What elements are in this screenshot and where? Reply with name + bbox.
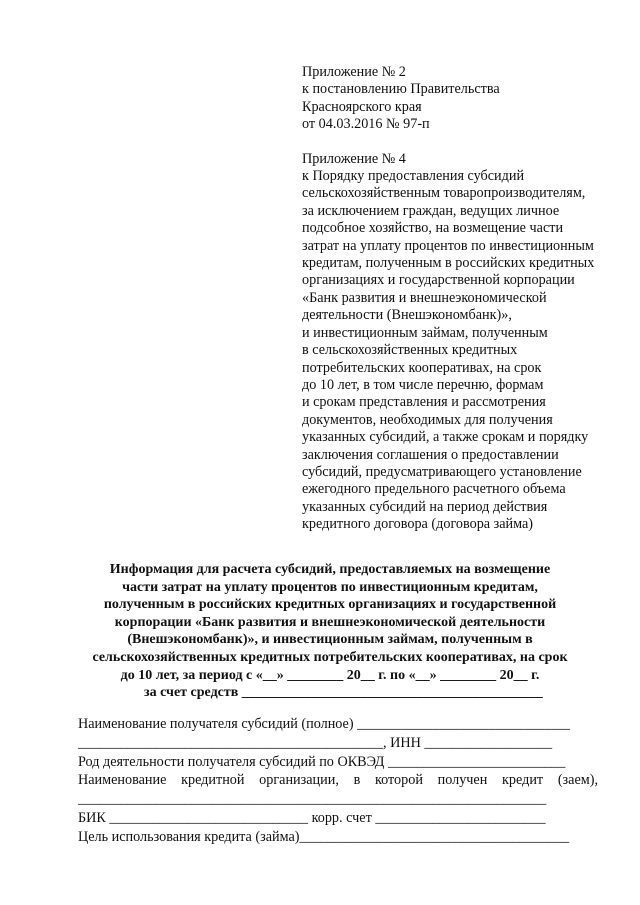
spacer: [302, 134, 632, 151]
credit-purpose-field: Цель использования кредита (займа)______________________________________: [78, 828, 570, 845]
okved-activity-field: Род деятельности получателя субсидий по ОКВЭД _________________________: [78, 753, 566, 770]
document-title: [60, 561, 600, 702]
appendix-header: [302, 64, 632, 534]
appendix-line: кредитного договора (договора займа): [302, 516, 534, 533]
appendix-line: документов, необходимых для получения: [302, 411, 553, 428]
appendix-line: потребительских кооперативах, на срок: [302, 359, 542, 376]
title-line: до 10 лет, за период с «__» ________ 20__ г. по «__» ________ 20__ г.: [120, 667, 540, 683]
appendix-line: «Банк развития и внешнеэкономической: [302, 289, 547, 306]
appendix-line: подсобное хозяйство, на возмещение части: [302, 220, 564, 237]
appendix-line: сельскохозяйственным товаропроизводителям,: [302, 185, 586, 202]
appendix-line: в сельскохозяйственных кредитных: [302, 342, 518, 359]
title-line: (Внешэкономбанк)», и инвестиционным займам, полученным в: [127, 632, 533, 648]
appendix-line: заключения соглашения о предоставлении: [302, 446, 559, 463]
title-line: корпорации «Банк развития и внешнеэкономической деятельности: [114, 614, 546, 630]
appendix-line: к Порядку предоставления субсидий: [302, 168, 525, 185]
appendix-line: к постановлению Правительства: [302, 81, 500, 98]
appendix-line: и инвестиционным займам, полученным: [302, 324, 548, 341]
appendix-line: деятельности (Внешэкономбанк)»,: [302, 307, 512, 324]
title-line: Информация для расчета субсидий, предоставляемых на возмещение: [109, 562, 551, 577]
appendix-line: указанных субсидий, а также срокам и порядку: [302, 429, 589, 446]
credit-organization-field: __________________________________________________________________: [78, 791, 547, 808]
appendix-line: за исключением граждан, ведущих личное: [302, 202, 560, 219]
appendix-line: затрат на уплату процентов по инвестиционным: [302, 237, 594, 254]
title-line: части затрат на уплату процентов по инвестиционным кредитам,: [122, 579, 538, 595]
appendix-line: кредитам, полученным в российских кредитных: [302, 255, 595, 272]
inn-field: ___________________________________________, ИНН __________________: [78, 734, 553, 751]
appendix-line: до 10 лет, в том числе перечню, формам: [302, 376, 544, 393]
appendix-line: Приложение № 2: [302, 64, 406, 80]
title-line: сельскохозяйственных кредитных потребительских кооперативах, на срок: [92, 649, 568, 665]
appendix-line: Приложение № 4: [302, 150, 406, 167]
title-line-funding: за счет средств ___________________________________________: [144, 685, 543, 701]
appendix-line: субсидий, предусматривающего установление: [302, 463, 582, 480]
recipient-name-field: Наименование получателя субсидий (полное) ______________________________: [78, 716, 570, 732]
form-fields: [78, 715, 598, 847]
appendix-line: указанных субсидий на период действия: [302, 498, 548, 515]
title-line: полученным в российских кредитных организациях и государственной: [103, 597, 557, 613]
credit-organization-label: Наименование кредитной организации, в которой получен кредит (заем),: [78, 772, 598, 789]
appendix-line: Красноярского края: [302, 98, 422, 115]
appendix-line: ежегодного предельного расчетного объема: [302, 481, 566, 498]
appendix-line: организациях и государственной корпорации: [302, 272, 575, 289]
bik-corr-account-field: БИК ____________________________ корр. счет ________________________: [78, 809, 546, 826]
appendix-line: и срокам представления и рассмотрения: [302, 394, 546, 411]
appendix-line: от 04.03.2016 № 97-п: [302, 116, 430, 133]
